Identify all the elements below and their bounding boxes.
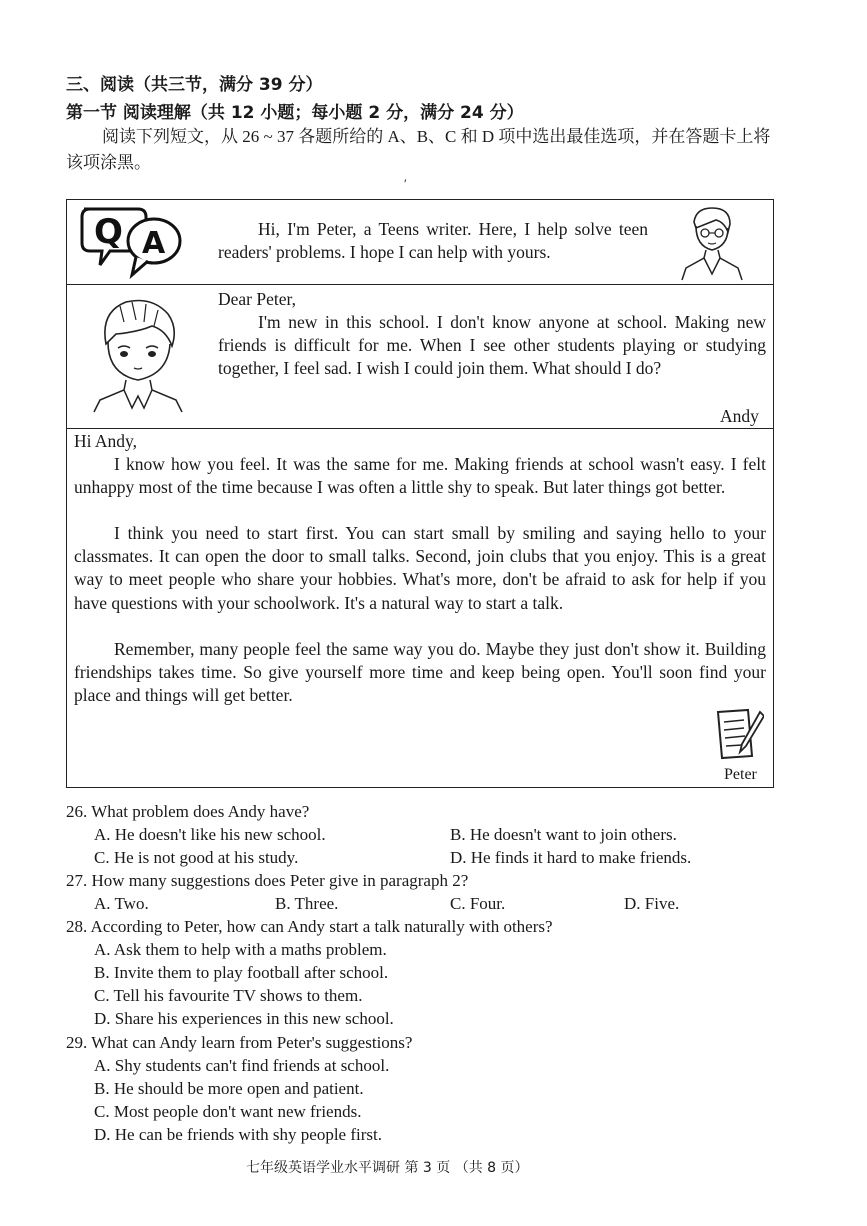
- q28-option-b: B. Invite them to play football after school.: [94, 963, 389, 982]
- q28-option-c: C. Tell his favourite TV shows to them.: [94, 986, 363, 1005]
- peter-paragraph-2: I think you need to start first. You can start small by smiling and saying hello to your classmates. It can open the door to small talks. Second, join clubs that you enjoy. This is a great way to meet people who share your hobbies. What's more, don't be afraid to ask for help if you have questions with your schoolwork. It's a natural way to start a talk.: [74, 523, 766, 613]
- qa-logo-q: Q: [94, 212, 123, 252]
- q27-option-a: A. Two.: [94, 894, 149, 913]
- peter-paragraph-3: Remember, many people feel the same way you do. Maybe they just don't show it. Building friendships takes time. So give yourself more time and keep being open. You'll soon find your place and things will get better.: [74, 639, 766, 706]
- peter-salutation: Hi Andy,: [74, 431, 138, 451]
- peter-paragraph-1: I know how you feel. It was the same for me. Making friends at school wasn't easy. I felt unhappy most of the time because I was often a little shy to speak. But later things got better.: [74, 454, 766, 498]
- page-footer: 七年级英语学业水平调研 第 3 页 （共 8 页）: [246, 1160, 529, 1176]
- q29-option-c: C. Most people don't want new friends.: [94, 1102, 362, 1121]
- qa-speech-bubble-icon: [76, 203, 186, 279]
- stray-mark: ′: [404, 176, 407, 191]
- q29-option-a: A. Shy students can't find friends at school.: [94, 1056, 390, 1075]
- peter-signature: Peter: [724, 766, 757, 783]
- andy-letter-body: I'm new in this school. I don't know anyone at school. Making new friends is difficult for me. When I see other students playing or studying together, I feel sad. I wish I could join them. What should I do?: [218, 312, 766, 379]
- q28-option-d: D. Share his experiences in this new school.: [94, 1009, 394, 1028]
- notebook-pen-icon: [712, 706, 764, 762]
- q27-option-c: C. Four.: [450, 894, 506, 913]
- q28-option-a: A. Ask them to help with a maths problem.: [94, 940, 387, 959]
- section-title: 三、阅读（共三节，满分 39 分）: [66, 75, 323, 95]
- question-29-stem: 29. What can Andy learn from Peter's suggestions?: [66, 1033, 413, 1052]
- q26-option-b: B. He doesn't want to join others.: [450, 825, 677, 844]
- section-subtitle: 第一节 阅读理解（共 12 小题；每小题 2 分，满分 24 分）: [66, 103, 524, 123]
- question-26-stem: 26. What problem does Andy have?: [66, 802, 310, 821]
- q27-option-b: B. Three.: [275, 894, 339, 913]
- instruction-text: 阅读下列短文，从 26 ~ 37 各题所给的 A、B、C 和 D 项中选出最佳选项，并在答题卡上将该项涂黑。: [66, 127, 771, 172]
- q29-option-b: B. He should be more open and patient.: [94, 1079, 364, 1098]
- question-27-stem: 27. How many suggestions does Peter give in paragraph 2?: [66, 871, 469, 890]
- q26-option-a: A. He doesn't like his new school.: [94, 825, 326, 844]
- andy-salutation: Dear Peter,: [218, 289, 297, 309]
- q29-option-d: D. He can be friends with shy people first.: [94, 1125, 382, 1144]
- andy-signature: Andy: [720, 406, 759, 426]
- qa-logo-a: A: [142, 226, 166, 261]
- q26-option-d: D. He finds it hard to make friends.: [450, 848, 692, 867]
- andy-portrait-icon: [86, 292, 190, 416]
- q27-option-d: D. Five.: [624, 894, 680, 913]
- intro-text: Hi, I'm Peter, a Teens writer. Here, I help solve teen readers' problems. I hope I can help with yours.: [218, 219, 648, 263]
- q26-option-c: C. He is not good at his study.: [94, 848, 299, 867]
- question-28-stem: 28. According to Peter, how can Andy start a talk naturally with others?: [66, 917, 553, 936]
- peter-portrait-icon: [676, 202, 748, 282]
